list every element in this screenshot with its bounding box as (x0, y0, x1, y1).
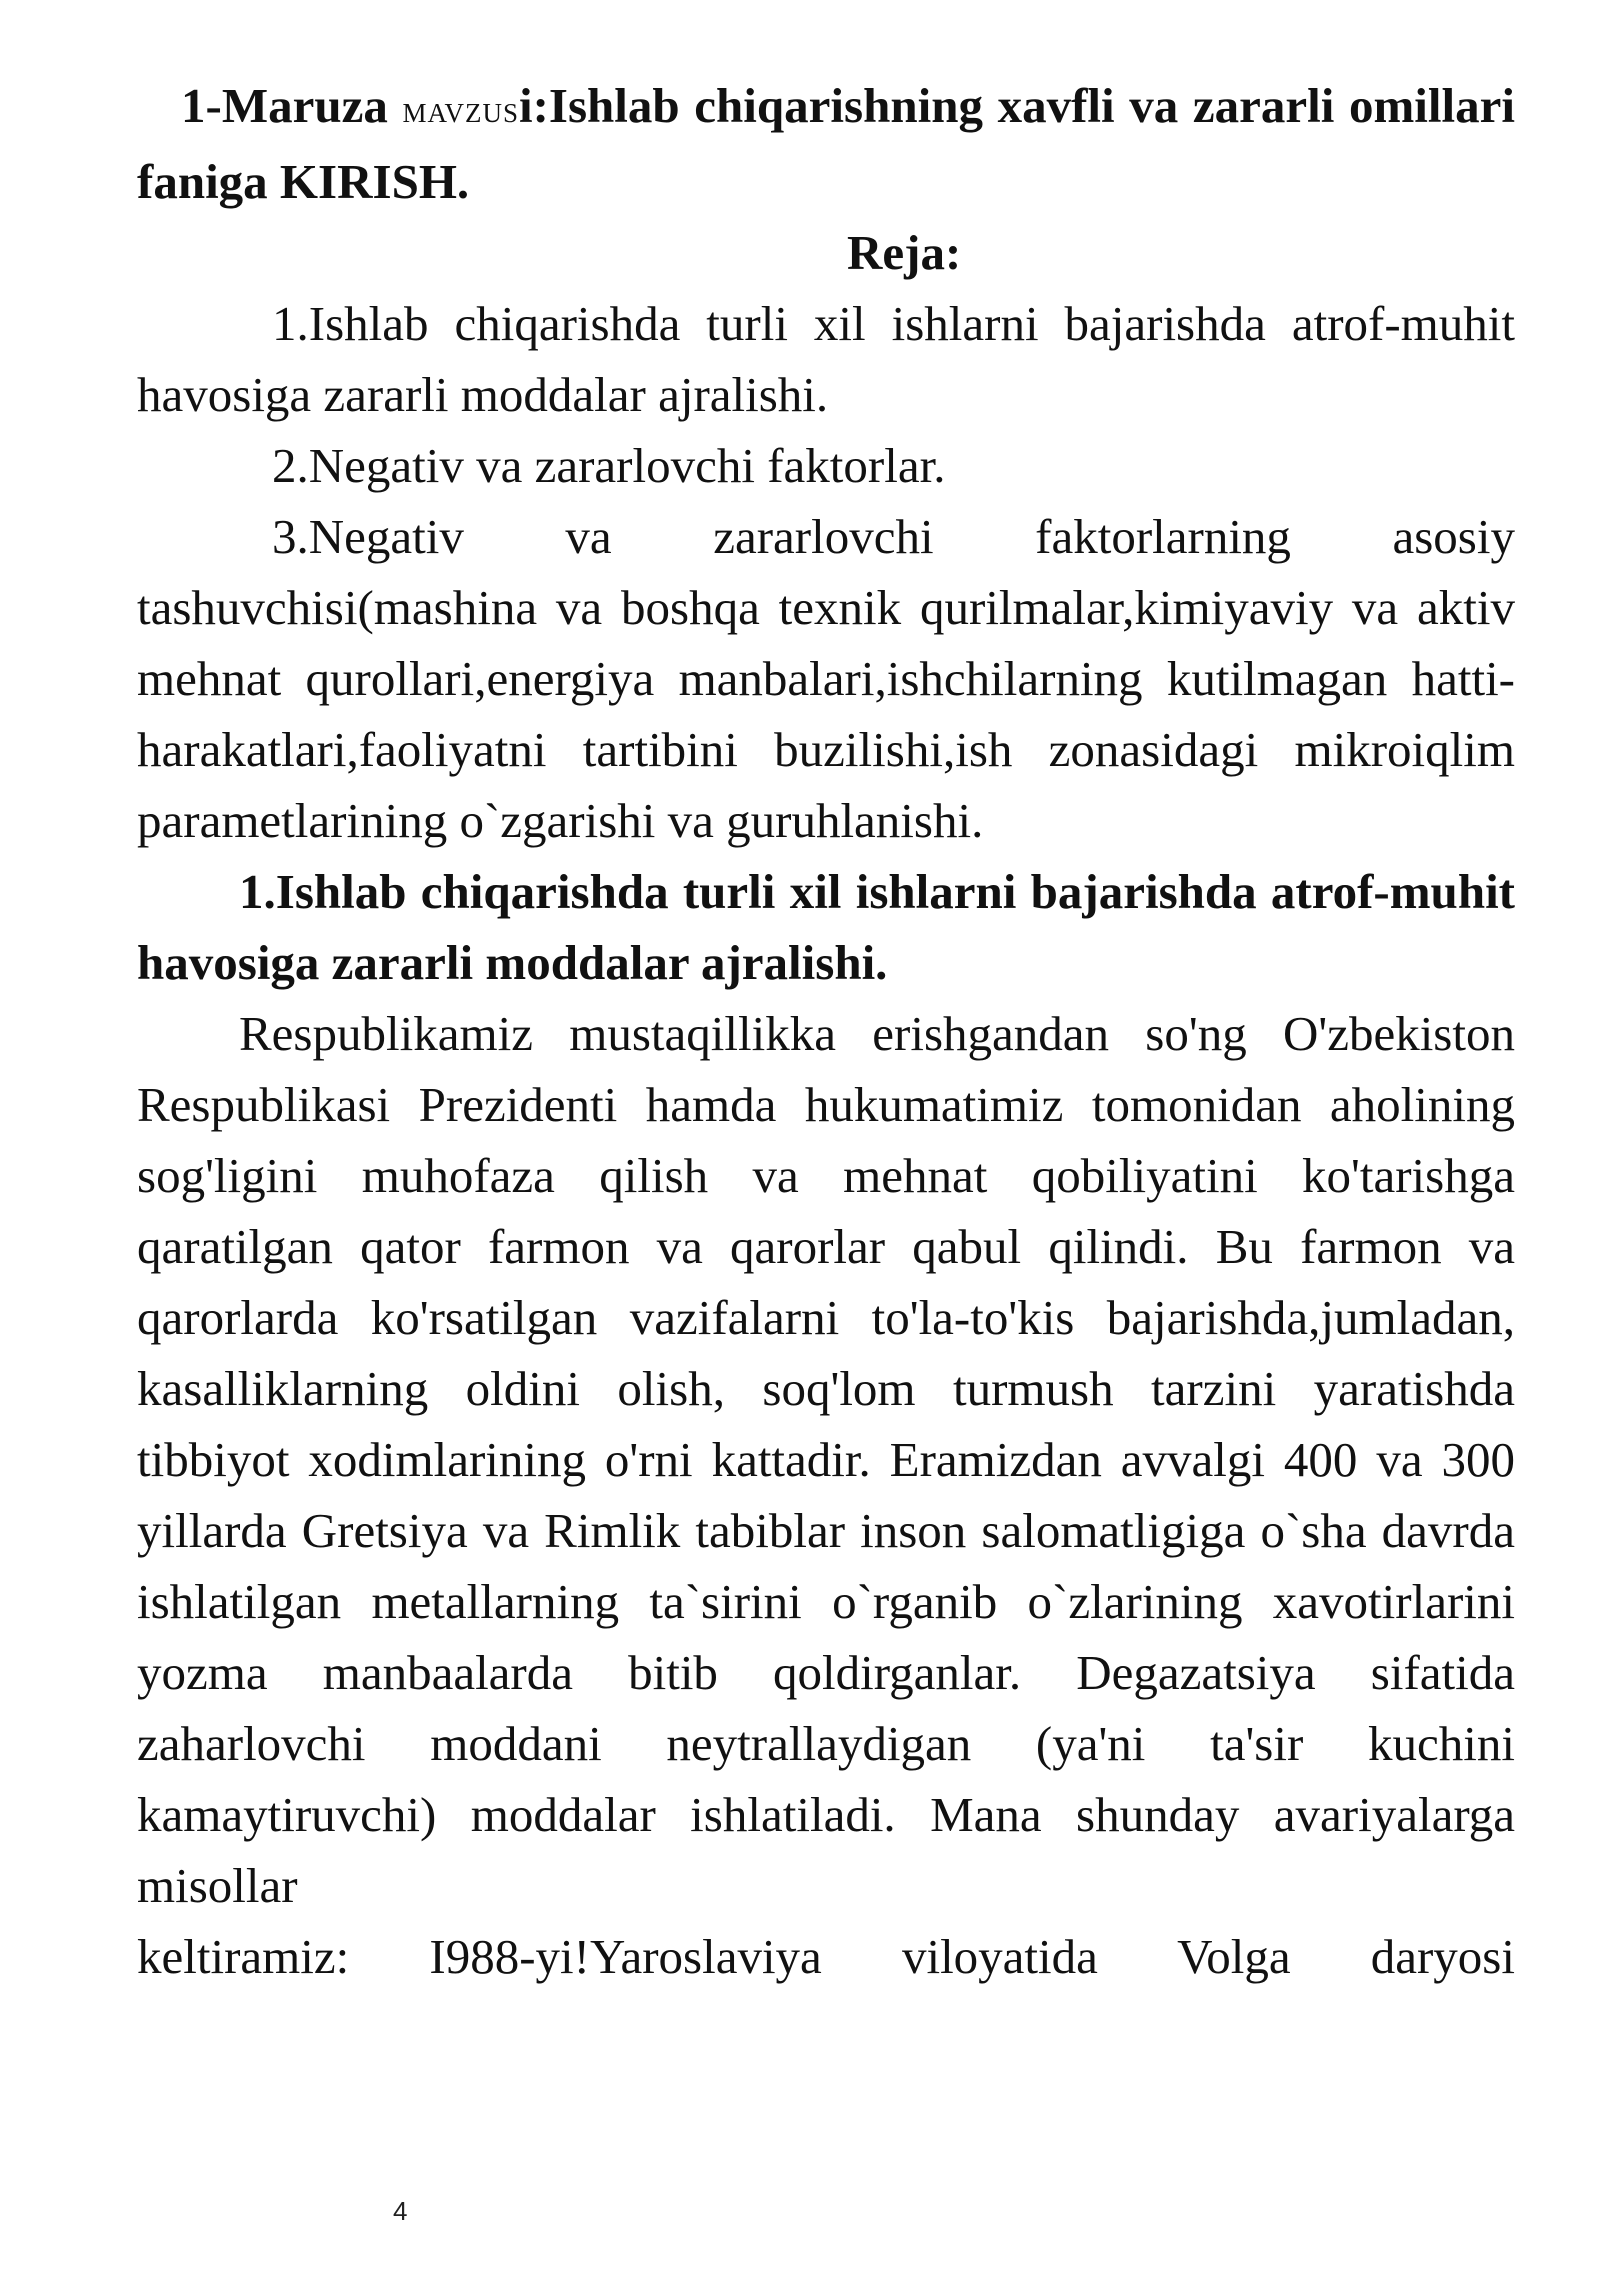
page-content (137, 70, 1515, 1992)
title-smallcaps: mavzus (402, 89, 519, 131)
section-heading: 1.Ishlab chiqarishda turli xil ishlarni bajarishda atrof-muhit havosiga zararli moddalar ajralishi. (137, 864, 1515, 990)
title-prefix: 1-Maruza (181, 78, 403, 133)
lecture-title (137, 70, 1515, 217)
plan-item-1: 1.Ishlab chiqarishda turli xil ishlarni bajarishda atrof-muhit havosiga zararli moddalar ajralishi. (137, 296, 1515, 422)
title-rest: i:Ishlab chiqarishning xavfli va zararli omillari faniga KIRISH. (137, 78, 1515, 209)
page-number: 4 (393, 2196, 408, 2226)
plan-item-2: 2.Negativ va zararlovchi faktorlar. (272, 438, 946, 493)
plan-heading: Reja: (847, 225, 962, 280)
plan-item-3: 3.Negativ va zararlovchi faktorlarning asosiy tashuvchisi(mashina va boshqa texnik qurilmalar,kimiyaviy va aktiv mehnat qurollari,energiya manbalari,ishchilarning kutilmagan hatti-harakatlari,faoliyatni tartibini buzilishi,ish zonasidagi mikroiqlim parametlarining o`zgarishi va guruhlanishi. (137, 509, 1515, 848)
body-paragraph (137, 998, 1515, 1992)
body-paragraph-text: Respublikamiz mustaqillikka erishgandan so'ng O'zbekiston Respublikasi Prezidenti hamda hukumatimiz tomonidan aholining sog'ligini muhofaza qilish va mehnat qobiliyatini ko'tarishga qaratilgan qator farmon va qarorlar qabul qilindi. Bu farmon va qarorlarda ko'rsatilgan vazifalarni to'la-to'kis bajarishda,jumladan, kasalliklarning oldini olish, soq'lom turmush tarzini yaratishda tibbiyot xodimlarining o'rni kattadir. Eramizdan avvalgi 400 va 300 yillarda Gretsiya va Rimlik tabiblar inson salomatligiga o`sha davrda ishlatilgan metallarning ta`sirini o`rganib o`zlarining xavotirlarini yozma manbaalarda bitib qoldirganlar. Degazatsiya sifatida zaharlovchi moddani neytrallaydigan (ya'ni ta'sir kuchini kamaytiruvchi) moddalar ishlatiladi. Mana shunday avariyalarga misollar (137, 1006, 1515, 1913)
body-paragraph-continued-line: keltiramiz: I988-yi!Yaroslaviya viloyatida Volga daryosi (137, 1929, 1515, 1984)
